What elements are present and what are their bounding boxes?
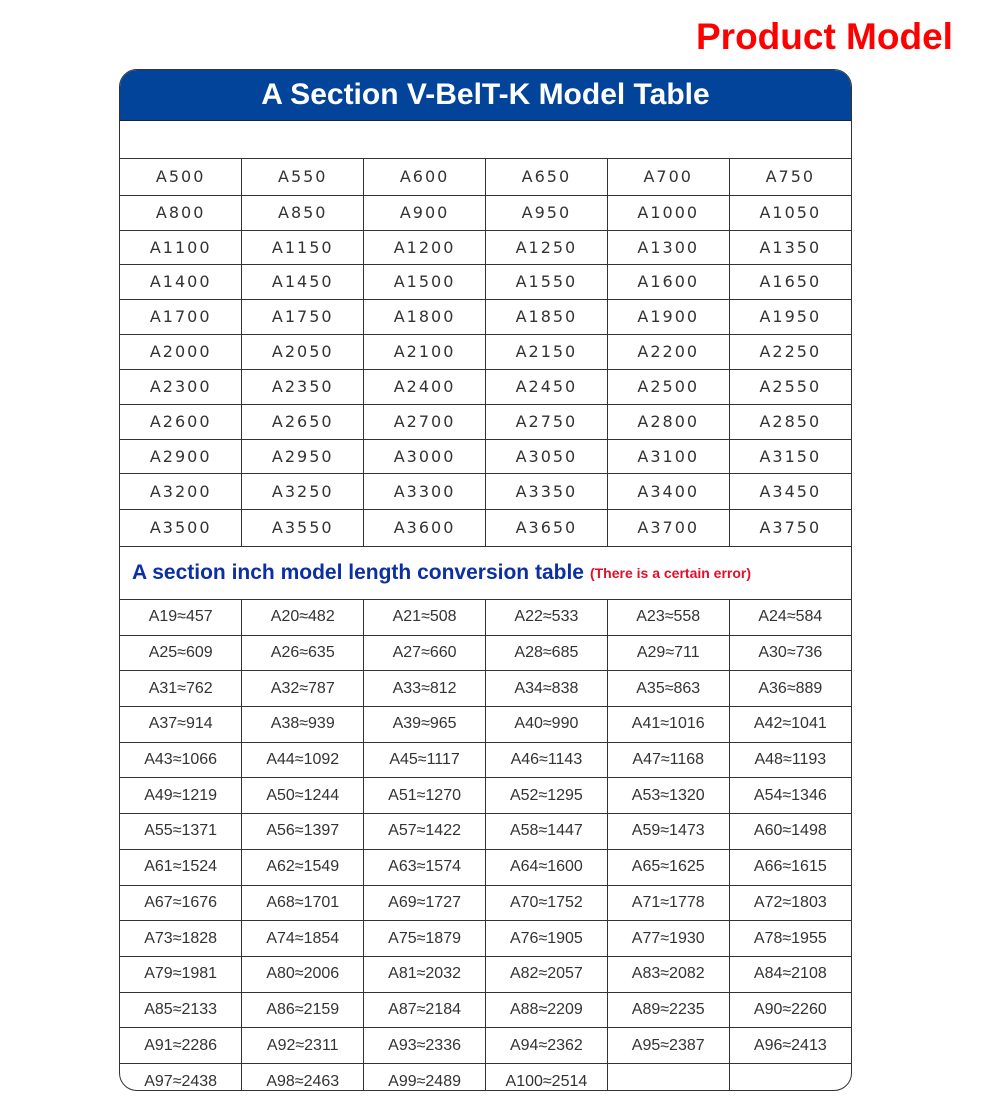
table-cell (729, 1063, 851, 1091)
table-cell: A2400 (364, 369, 486, 404)
table-cell: A2300 (120, 369, 242, 404)
table-cell: A80≈2006 (242, 956, 364, 992)
table-cell: A49≈1219 (120, 778, 242, 814)
table-cell: A51≈1270 (364, 778, 486, 814)
table-cell: A84≈2108 (729, 956, 851, 992)
table-cell: A89≈2235 (607, 992, 729, 1028)
table-cell: A3400 (607, 473, 729, 509)
table-cell: A34≈838 (485, 671, 607, 707)
table-cell: A3100 (607, 439, 729, 473)
table-row (120, 992, 851, 1028)
table-cell: A53≈1320 (607, 778, 729, 814)
table-cell: A69≈1727 (364, 885, 486, 921)
table-cell: A63≈1574 (364, 849, 486, 885)
table-cell: A58≈1447 (485, 814, 607, 850)
table-cell: A3550 (242, 509, 364, 546)
table-cell: A37≈914 (120, 707, 242, 743)
table-cell: A2550 (729, 369, 851, 404)
table-cell: A70≈1752 (485, 885, 607, 921)
table-cell: A2700 (364, 404, 486, 439)
table-row (120, 473, 851, 509)
table-cell: A29≈711 (607, 635, 729, 671)
table-cell: A1150 (242, 230, 364, 264)
table-cell: A1400 (120, 264, 242, 299)
table-row (120, 921, 851, 957)
table-row (120, 956, 851, 992)
table-cell: A25≈609 (120, 635, 242, 671)
table-cell: A1950 (729, 299, 851, 334)
table-cell: A1200 (364, 230, 486, 264)
table-row (120, 334, 851, 369)
table-cell: A43≈1066 (120, 742, 242, 778)
table-cell: A76≈1905 (485, 921, 607, 957)
table-cell: A50≈1244 (242, 778, 364, 814)
table-cell: A33≈812 (364, 671, 486, 707)
table-cell: A2850 (729, 404, 851, 439)
table-cell: A97≈2438 (120, 1063, 242, 1091)
table-cell: A1500 (364, 264, 486, 299)
table-cell: A45≈1117 (364, 742, 486, 778)
table-cell: A800 (120, 195, 242, 230)
table-cell: A21≈508 (364, 600, 486, 636)
table-cell: A27≈660 (364, 635, 486, 671)
table-cell: A23≈558 (607, 600, 729, 636)
table-cell: A47≈1168 (607, 742, 729, 778)
table-cell: A61≈1524 (120, 849, 242, 885)
table-cell: A500 (120, 159, 242, 195)
table-cell: A64≈1600 (485, 849, 607, 885)
table-cell: A56≈1397 (242, 814, 364, 850)
table-cell: A600 (364, 159, 486, 195)
table-cell: A3600 (364, 509, 486, 546)
table-cell: A96≈2413 (729, 1028, 851, 1064)
table-row (120, 264, 851, 299)
table-cell: A3750 (729, 509, 851, 546)
table-cell: A79≈1981 (120, 956, 242, 992)
table-cell: A3700 (607, 509, 729, 546)
table-cell: A44≈1092 (242, 742, 364, 778)
conversion-table-heading (120, 547, 851, 600)
table-row (120, 1063, 851, 1091)
table-cell: A90≈2260 (729, 992, 851, 1028)
table-cell: A93≈2336 (364, 1028, 486, 1064)
table-cell: A550 (242, 159, 364, 195)
table-row (120, 404, 851, 439)
table-cell: A73≈1828 (120, 921, 242, 957)
table-cell: A1000 (607, 195, 729, 230)
table-row (120, 439, 851, 473)
table-row (120, 230, 851, 264)
table-row (120, 159, 851, 195)
table-cell: A1350 (729, 230, 851, 264)
table-cell: A3300 (364, 473, 486, 509)
table-cell: A36≈889 (729, 671, 851, 707)
table-row (120, 885, 851, 921)
table-cell: A31≈762 (120, 671, 242, 707)
table-cell: A3350 (485, 473, 607, 509)
table-cell: A46≈1143 (485, 742, 607, 778)
table-cell: A1900 (607, 299, 729, 334)
table-cell: A3250 (242, 473, 364, 509)
table-cell: A85≈2133 (120, 992, 242, 1028)
conversion-table (120, 600, 851, 1092)
table-cell (607, 1063, 729, 1091)
table-cell: A2200 (607, 334, 729, 369)
table-cell: A1250 (485, 230, 607, 264)
table-row (120, 369, 851, 404)
table-cell: A77≈1930 (607, 921, 729, 957)
table-cell: A60≈1498 (729, 814, 851, 850)
table-cell: A42≈1041 (729, 707, 851, 743)
table-cell: A2750 (485, 404, 607, 439)
table-cell: A24≈584 (729, 600, 851, 636)
table-cell: A26≈635 (242, 635, 364, 671)
table-cell: A88≈2209 (485, 992, 607, 1028)
table-row (120, 299, 851, 334)
table-cell: A3500 (120, 509, 242, 546)
table-cell: A1650 (729, 264, 851, 299)
table-cell: A65≈1625 (607, 849, 729, 885)
model-panel (119, 69, 852, 1091)
table-row (120, 742, 851, 778)
table-cell: A35≈863 (607, 671, 729, 707)
table-row (120, 707, 851, 743)
table-row (120, 671, 851, 707)
table-cell: A650 (485, 159, 607, 195)
table-cell: A55≈1371 (120, 814, 242, 850)
table-cell: A30≈736 (729, 635, 851, 671)
table-cell: A2000 (120, 334, 242, 369)
table-cell: A41≈1016 (607, 707, 729, 743)
table-cell: A98≈2463 (242, 1063, 364, 1091)
table-cell: A83≈2082 (607, 956, 729, 992)
table-cell: A900 (364, 195, 486, 230)
table-cell: A2050 (242, 334, 364, 369)
table-cell: A700 (607, 159, 729, 195)
table-cell: A67≈1676 (120, 885, 242, 921)
model-table (120, 159, 851, 547)
table-cell: A2900 (120, 439, 242, 473)
table-cell: A850 (242, 195, 364, 230)
table-cell: A1700 (120, 299, 242, 334)
table-cell: A81≈2032 (364, 956, 486, 992)
table-cell: A950 (485, 195, 607, 230)
table-row (120, 1028, 851, 1064)
table-cell: A48≈1193 (729, 742, 851, 778)
table-cell: A40≈990 (485, 707, 607, 743)
table-cell: A2600 (120, 404, 242, 439)
table-cell: A750 (729, 159, 851, 195)
table-cell: A20≈482 (242, 600, 364, 636)
table-cell: A94≈2362 (485, 1028, 607, 1064)
table-cell: A57≈1422 (364, 814, 486, 850)
table-cell: A59≈1473 (607, 814, 729, 850)
table-cell: A1050 (729, 195, 851, 230)
table-cell: A38≈939 (242, 707, 364, 743)
table-row (120, 814, 851, 850)
table-cell: A71≈1778 (607, 885, 729, 921)
table-cell: A75≈1879 (364, 921, 486, 957)
table-cell: A2250 (729, 334, 851, 369)
table-cell: A2500 (607, 369, 729, 404)
table-cell: A66≈1615 (729, 849, 851, 885)
table-cell: A78≈1955 (729, 921, 851, 957)
table-cell: A52≈1295 (485, 778, 607, 814)
table-cell: A32≈787 (242, 671, 364, 707)
table-cell: A1300 (607, 230, 729, 264)
table-cell: A3150 (729, 439, 851, 473)
table-cell: A2800 (607, 404, 729, 439)
table-cell: A62≈1549 (242, 849, 364, 885)
page-heading: Product Model (696, 16, 953, 57)
table-cell: A1550 (485, 264, 607, 299)
table-cell: A91≈2286 (120, 1028, 242, 1064)
table-cell: A39≈965 (364, 707, 486, 743)
table-cell: A3000 (364, 439, 486, 473)
conversion-table-note: (There is a certain error) (589, 564, 752, 581)
table-cell: A1600 (607, 264, 729, 299)
table-cell: A1800 (364, 299, 486, 334)
table-cell: A1100 (120, 230, 242, 264)
table-cell: A3050 (485, 439, 607, 473)
table-cell: A1750 (242, 299, 364, 334)
table-row (120, 195, 851, 230)
table-cell: A3650 (485, 509, 607, 546)
table-cell: A95≈2387 (607, 1028, 729, 1064)
table-cell: A100≈2514 (485, 1063, 607, 1091)
table-cell: A87≈2184 (364, 992, 486, 1028)
table-cell: A3200 (120, 473, 242, 509)
table-cell: A3450 (729, 473, 851, 509)
table-cell: A28≈685 (485, 635, 607, 671)
blank-row (120, 121, 851, 159)
table-row (120, 778, 851, 814)
model-table-title: A Section V-BelT-K Model Table (120, 70, 851, 121)
table-cell: A74≈1854 (242, 921, 364, 957)
table-cell: A22≈533 (485, 600, 607, 636)
table-cell: A1450 (242, 264, 364, 299)
table-cell: A2150 (485, 334, 607, 369)
table-cell: A2100 (364, 334, 486, 369)
table-cell: A54≈1346 (729, 778, 851, 814)
table-row (120, 849, 851, 885)
table-cell: A86≈2159 (242, 992, 364, 1028)
table-cell: A99≈2489 (364, 1063, 486, 1091)
table-cell: A19≈457 (120, 600, 242, 636)
table-cell: A2350 (242, 369, 364, 404)
table-cell: A1850 (485, 299, 607, 334)
table-cell: A2650 (242, 404, 364, 439)
table-cell: A92≈2311 (242, 1028, 364, 1064)
table-cell: A68≈1701 (242, 885, 364, 921)
table-row (120, 509, 851, 546)
table-cell: A2950 (242, 439, 364, 473)
table-cell: A82≈2057 (485, 956, 607, 992)
table-row (120, 600, 851, 636)
table-cell: A72≈1803 (729, 885, 851, 921)
table-row (120, 635, 851, 671)
conversion-table-title: A section inch model length conversion table (132, 560, 584, 584)
table-cell: A2450 (485, 369, 607, 404)
